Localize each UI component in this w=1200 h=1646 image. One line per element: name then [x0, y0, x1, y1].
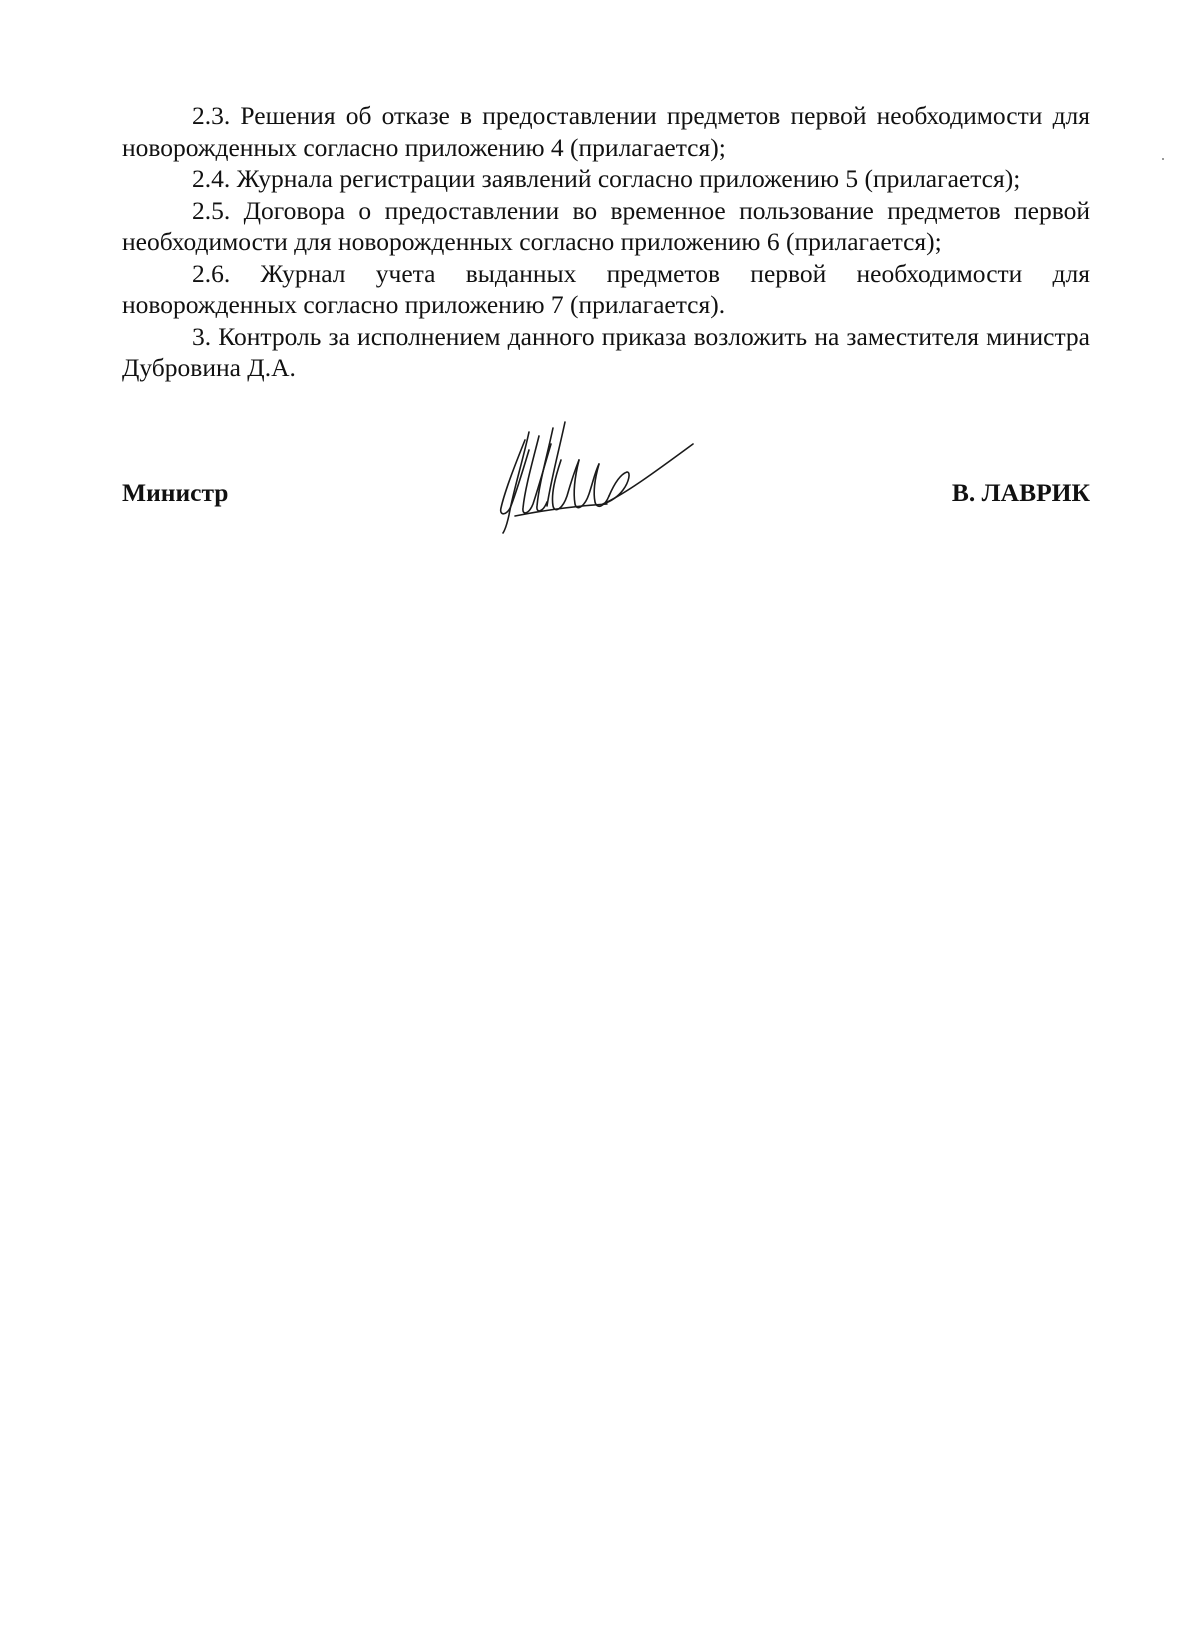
scan-speck — [1162, 158, 1164, 160]
handwritten-signature — [495, 420, 695, 535]
paragraph-2-4: 2.4. Журнала регистрации заявлений согласно приложению 5 (прилагается); — [192, 164, 1021, 193]
signatory-name: В. ЛАВРИК — [951, 478, 1090, 507]
document-body — [122, 100, 1090, 384]
paragraph-2-5: 2.5. Договора о предоставлении во временное пользование предметов первой необходимости для новорожденных согласно приложению 6 (прилагается); — [122, 195, 1090, 256]
paragraph-2-6: 2.6. Журнал учета выданных предметов первой необходимости для новорожденных согласно приложению 7 (прилагается). — [122, 258, 1090, 319]
signatory-title: Министр — [122, 478, 229, 507]
paragraph-2-3: 2.3. Решения об отказе в предоставлении предметов первой необходимости для новорожденных согласно приложению 4 (прилагается); — [122, 101, 1090, 162]
paragraph-3: 3. Контроль за исполнением данного приказа возложить на заместителя министра Дубровина Д.А. — [122, 321, 1090, 382]
